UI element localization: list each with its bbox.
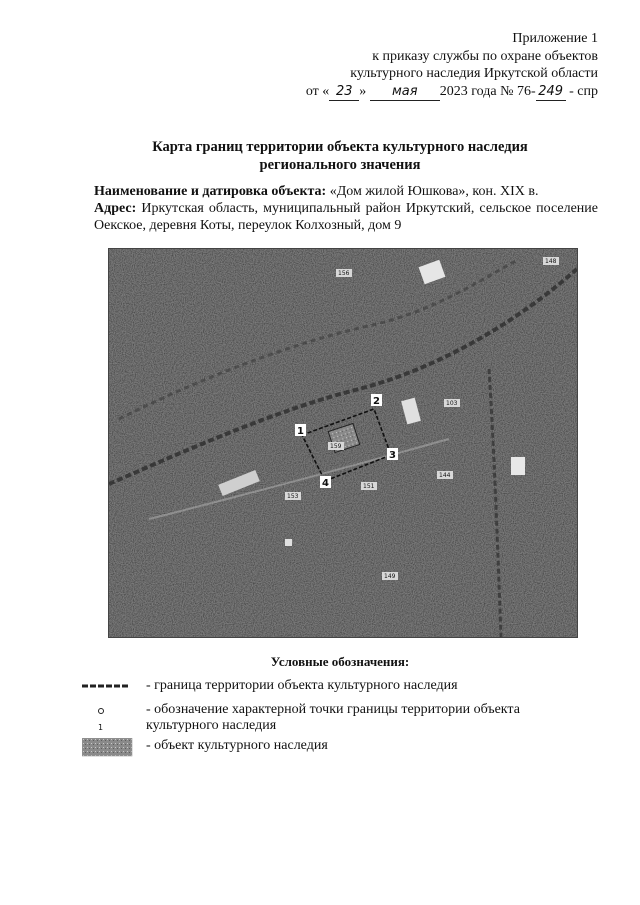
appendix-line2: к приказу службы по охране объектов xyxy=(372,48,598,64)
object-address-value: Иркутская область, муниципальный район Иркутский, сельское поселение Оекское, деревня Коты, переулок Колхозный, дом 9 xyxy=(94,201,598,233)
legend-text-point: - обозначение характерной точки границы территории объекта культурного наследия xyxy=(146,702,520,733)
point-3-label: 3 xyxy=(389,450,396,461)
parcel-label-7: 149 xyxy=(384,573,396,580)
order-number: 249 xyxy=(536,83,566,102)
parcel-label-2: 148 xyxy=(545,258,557,265)
title-line1: Карта границ территории объекта культурного наследия xyxy=(152,139,528,155)
object-address-label: Адрес: xyxy=(94,201,137,216)
boundary-map xyxy=(108,248,578,638)
title-line2: регионального значения xyxy=(259,157,421,173)
parcel-label-4: 151 xyxy=(363,483,375,490)
boundary-line-icon xyxy=(82,678,132,699)
date-year: 2023 года № 76- xyxy=(439,83,536,99)
date-prefix: от « xyxy=(305,83,330,99)
order-suffix: - спр xyxy=(569,83,598,99)
parcel-label-8: 103 xyxy=(446,400,458,407)
point-2-label: 2 xyxy=(373,396,380,407)
legend-text-boundary: - граница территории объекта культурного наследия xyxy=(146,678,458,693)
parcel-label-1: 156 xyxy=(338,270,350,277)
building-south xyxy=(285,539,292,546)
parcel-label-5: 153 xyxy=(287,493,299,500)
legend-text-heritage: - объект культурного наследия xyxy=(146,738,328,753)
page-title xyxy=(0,138,640,174)
appendix-date-line xyxy=(306,83,598,102)
object-info xyxy=(94,183,598,234)
date-day: 23 xyxy=(329,83,359,102)
date-month: мая xyxy=(370,83,440,102)
point-marker-icon xyxy=(98,704,106,736)
legend-title: Условные обозначения: xyxy=(270,654,410,669)
object-name-label: Наименование и датировка объекта: xyxy=(94,184,327,199)
parcel-label-3: 159 xyxy=(330,443,342,450)
object-name xyxy=(94,183,598,200)
appendix-line3: культурного наследия Иркутской области xyxy=(350,66,598,81)
parcel-label-6: 144 xyxy=(439,472,451,479)
object-name-value: «Дом жилой Юшкова», кон. XIX в. xyxy=(329,184,539,199)
map-image xyxy=(109,249,577,637)
heritage-fill-icon xyxy=(82,738,134,763)
building-far-east xyxy=(511,457,525,475)
object-address xyxy=(94,200,598,234)
appendix-line1: Приложение 1 xyxy=(512,31,598,46)
point-4-label: 4 xyxy=(322,478,329,489)
date-mid: » xyxy=(359,83,367,99)
point-marker-label: 1 xyxy=(98,723,104,732)
appendix-header xyxy=(306,30,598,101)
point-1-label: 1 xyxy=(297,426,304,437)
